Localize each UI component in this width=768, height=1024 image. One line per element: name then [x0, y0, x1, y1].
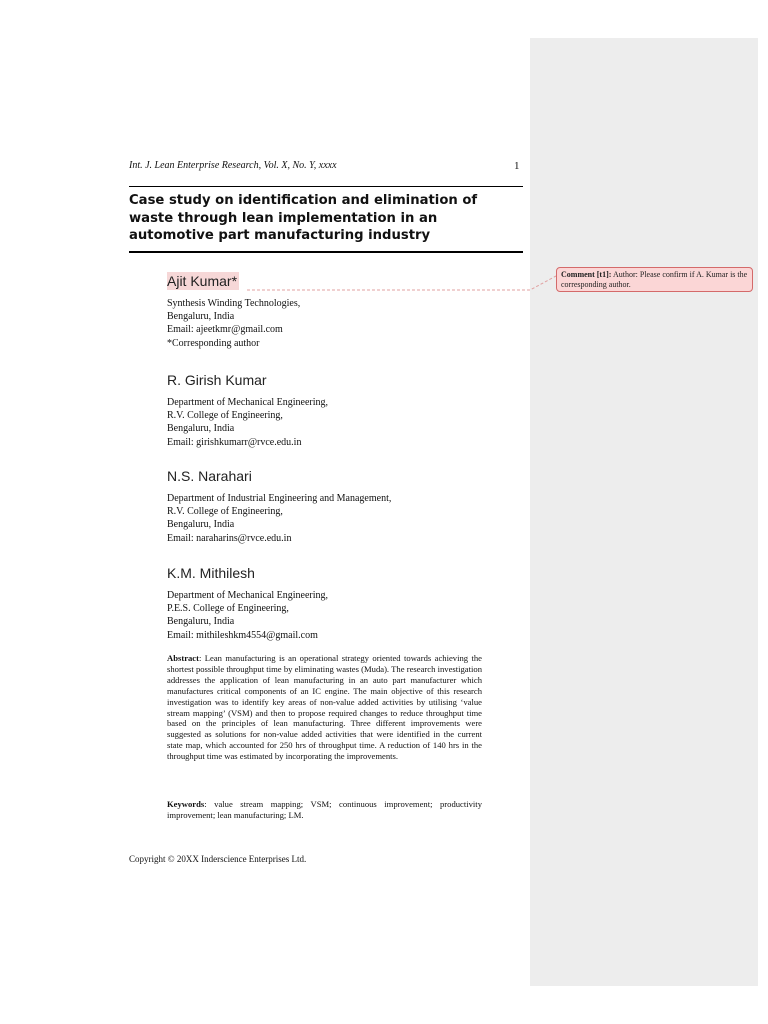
affiliation-line: Bengaluru, India: [167, 423, 235, 435]
affiliation-line: Department of Mechanical Engineering,: [167, 590, 329, 601]
affiliation-line: Department of Mechanical Engineering,: [167, 397, 329, 408]
author-block: [167, 467, 497, 545]
corresponding-note: *Corresponding author: [167, 337, 260, 349]
review-comment-balloon[interactable]: [556, 267, 753, 292]
email-line: Email: naraharins@rvce.edu.in: [167, 532, 292, 544]
title-rule-bottom: [129, 251, 523, 253]
comment-label: Comment [t1]:: [561, 270, 612, 279]
abstract-text: : Lean manufacturing is an operational strategy oriented towards achieving the shortest possible throughput time by eliminating wastes (Muda). The research investigation addresses the application of lean manufacturing in an auto part manufacturer which manufactures critical components of an IC engine. The main objective of this research investigation was to identify key areas of non-value added activities by utilising ‘value stream mapping’ (VSM) and then to propose required changes to reduce throughput time based on the principles of lean manufacturing. Three different improvements were suggested as solutions for non-value added activities that were identified in the current state map, which accounted for 250 hrs of throughput time. A reduction of 140 hrs in the throughput time was estimated by incorporating the improvements.: [167, 653, 482, 762]
author-name: R. Girish Kumar: [167, 372, 267, 388]
copyright-notice: Copyright © 20XX Inderscience Enterprises Ltd.: [129, 854, 307, 864]
keywords-label: Keywords: [167, 799, 205, 809]
author-block: [167, 564, 497, 642]
keywords-text: : value stream mapping; VSM; continuous improvement; productivity improvement; lean manufacturing; LM.: [167, 799, 482, 820]
keywords-paragraph: [167, 799, 482, 821]
affiliation-line: P.E.S. College of Engineering,: [167, 603, 289, 615]
affiliation-line: R.V. College of Engineering,: [167, 506, 283, 518]
email-line: Email: ajeetkmr@gmail.com: [167, 324, 283, 336]
affiliation-line: Bengaluru, India: [167, 519, 235, 531]
comment-text: Author: Please confirm if A. Kumar is the corresponding author.: [561, 270, 748, 289]
title-rule-top: [129, 186, 523, 187]
page-number: 1: [514, 160, 520, 172]
comment-margin-pane: [530, 38, 758, 986]
author-block: [167, 272, 497, 350]
abstract-label: Abstract: [167, 653, 199, 663]
affiliation-line: Department of Industrial Engineering and Management,: [167, 493, 392, 504]
affiliation-line: Bengaluru, India: [167, 616, 235, 628]
paper-title: Case study on identification and elimination of waste through lean implementation in an automotive part manufacturing industry: [129, 193, 478, 243]
email-line: Email: mithileshkm4554@gmail.com: [167, 629, 318, 641]
affiliation-line: Synthesis Winding Technologies,: [167, 298, 301, 309]
author-name: N.S. Narahari: [167, 468, 252, 484]
author-name-commented[interactable]: Ajit Kumar*: [167, 273, 238, 289]
author-block: [167, 371, 497, 449]
email-line: Email: girishkumarr@rvce.edu.in: [167, 436, 302, 448]
abstract-paragraph: [167, 653, 482, 762]
running-header: Int. J. Lean Enterprise Research, Vol. X, No. Y, xxxx: [129, 160, 337, 171]
author-name: K.M. Mithilesh: [167, 565, 255, 581]
affiliation-line: R.V. College of Engineering,: [167, 410, 283, 422]
affiliation-line: Bengaluru, India: [167, 311, 235, 323]
